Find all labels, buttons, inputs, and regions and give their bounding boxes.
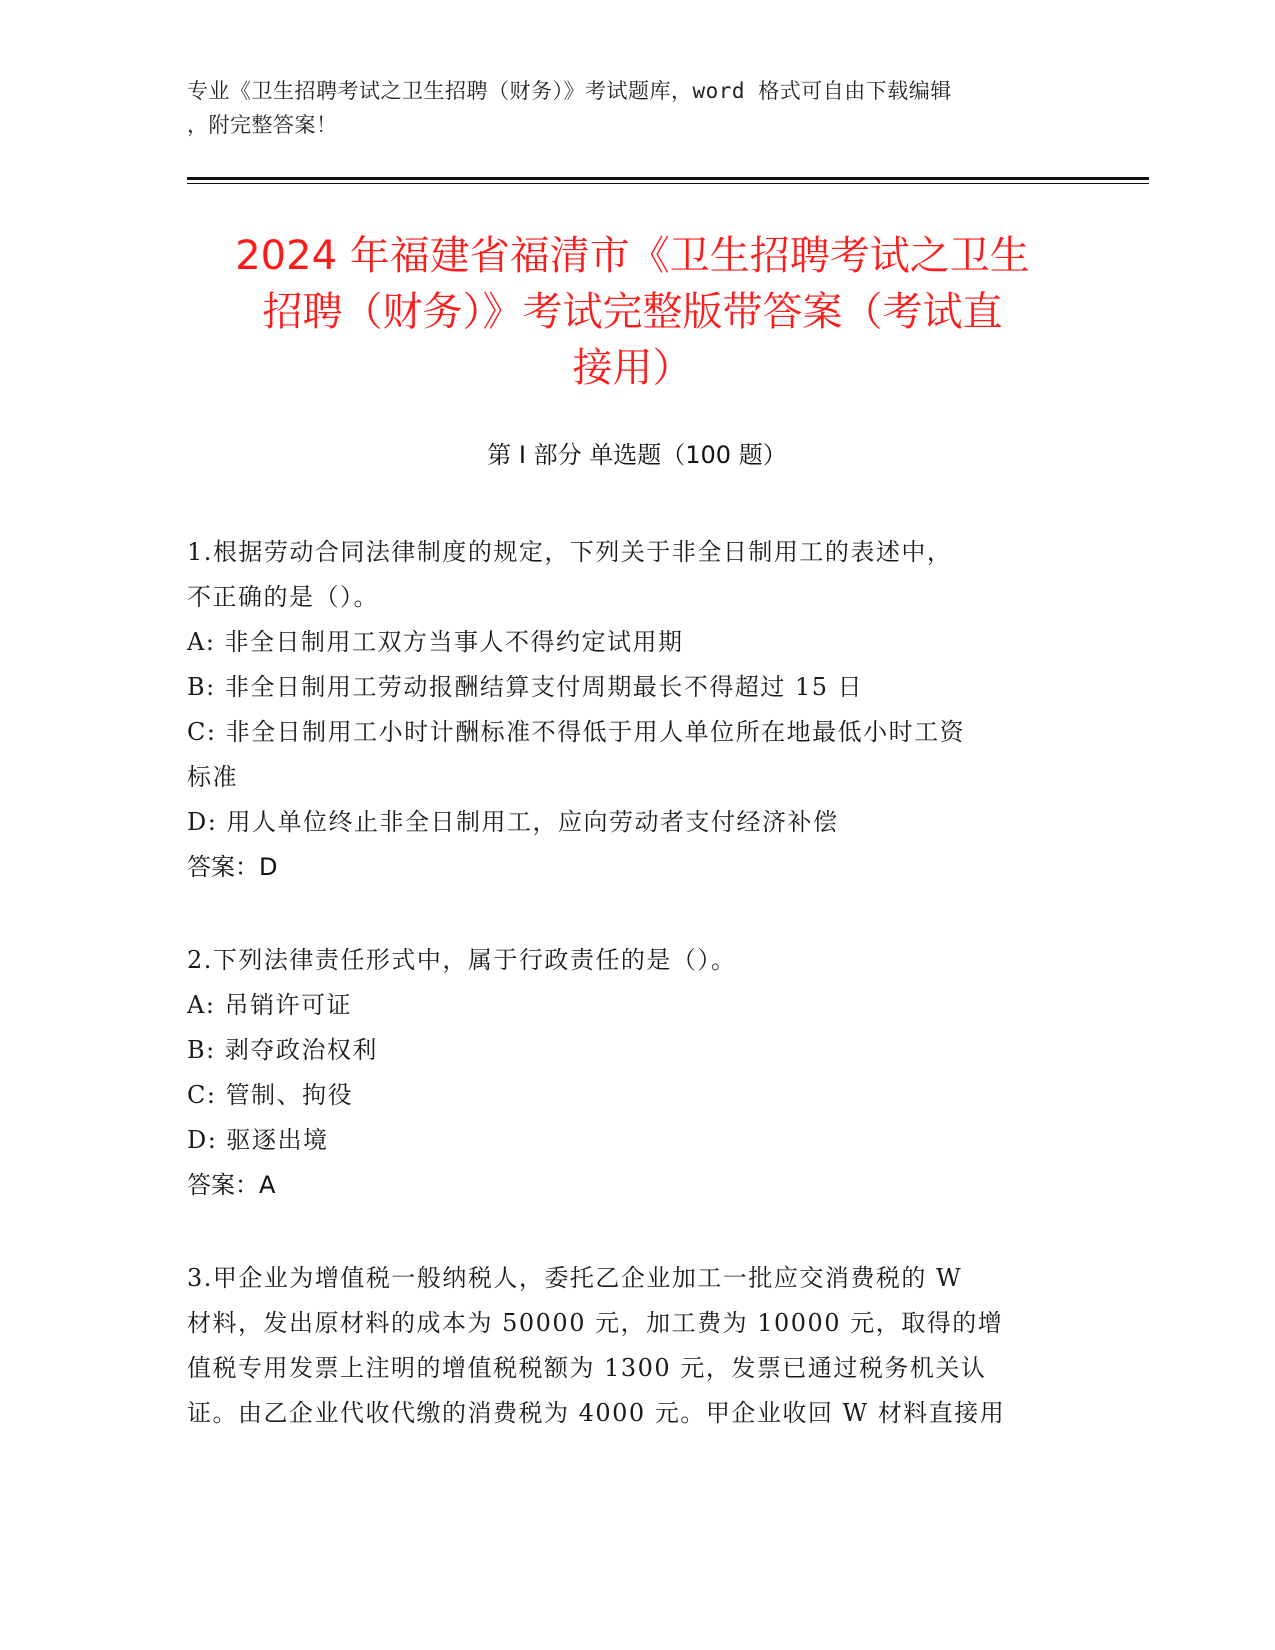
question-stem-line: 证。由乙企业代收代缴的消费税为 4000 元。甲企业收回 W 材料直接用: [187, 1399, 1006, 1427]
option-c: C: 非全日制用工小时计酬标准不得低于用人单位所在地最低小时工资: [187, 718, 966, 746]
option-a: A: 吊销许可证: [187, 991, 353, 1019]
option-d: D: 用人单位终止非全日制用工，应向劳动者支付经济补偿: [187, 808, 839, 836]
question-stem-line: 3.甲企业为增值税一般纳税人，委托乙企业加工一批应交消费税的 W: [187, 1264, 963, 1292]
title-line-3: 接用）: [572, 345, 693, 391]
option-c-continued: 标准: [187, 763, 238, 791]
option-d: D: 驱逐出境: [187, 1126, 329, 1154]
question-stem-line: 材料，发出原材料的成本为 50000 元，加工费为 10000 元，取得的增: [187, 1309, 1004, 1337]
question-stem-line: 值税专用发票上注明的增值税税额为 1300 元，发票已通过税务机关认: [187, 1354, 987, 1382]
option-b: B: 剥夺政治权利: [187, 1036, 378, 1064]
section-title: 第 I 部分 单选题（100 题）: [487, 441, 787, 469]
question-list: [187, 530, 1072, 1484]
question-1: [187, 530, 1072, 890]
question-stem-line: 2.下列法律责任形式中，属于行政责任的是（）。: [187, 946, 737, 974]
question-3: [187, 1256, 1072, 1436]
title-line-1: 2024 年福建省福清市《卫生招聘考试之卫生: [235, 233, 1030, 279]
header-note-line-2: ，附完整答案！: [187, 113, 338, 137]
title-line-2: 招聘（财务）》考试完整版带答案（考试直: [262, 289, 1003, 335]
option-b: B: 非全日制用工劳动报酬结算支付周期最长不得超过 15 日: [187, 673, 864, 701]
option-c: C: 管制、拘役: [187, 1081, 354, 1109]
question-stem-line: 不正确的是（）。: [187, 583, 379, 611]
header-note: [187, 74, 1087, 142]
question-2: [187, 938, 1072, 1208]
header-rule-thin: [187, 183, 1149, 184]
document-title: [180, 228, 1085, 396]
answer-label: 答案：D: [187, 853, 278, 881]
option-a: A: 非全日制用工双方当事人不得约定试用期: [187, 628, 684, 656]
question-stem-line: 1.根据劳动合同法律制度的规定，下列关于非全日制用工的表述中，: [187, 538, 953, 566]
header-rule-thick: [187, 177, 1149, 180]
answer-label: 答案：A: [187, 1171, 276, 1199]
header-note-line-1: 专业《卫生招聘考试之卫生招聘（财务）》考试题库，word 格式可自由下载编辑: [187, 79, 952, 103]
